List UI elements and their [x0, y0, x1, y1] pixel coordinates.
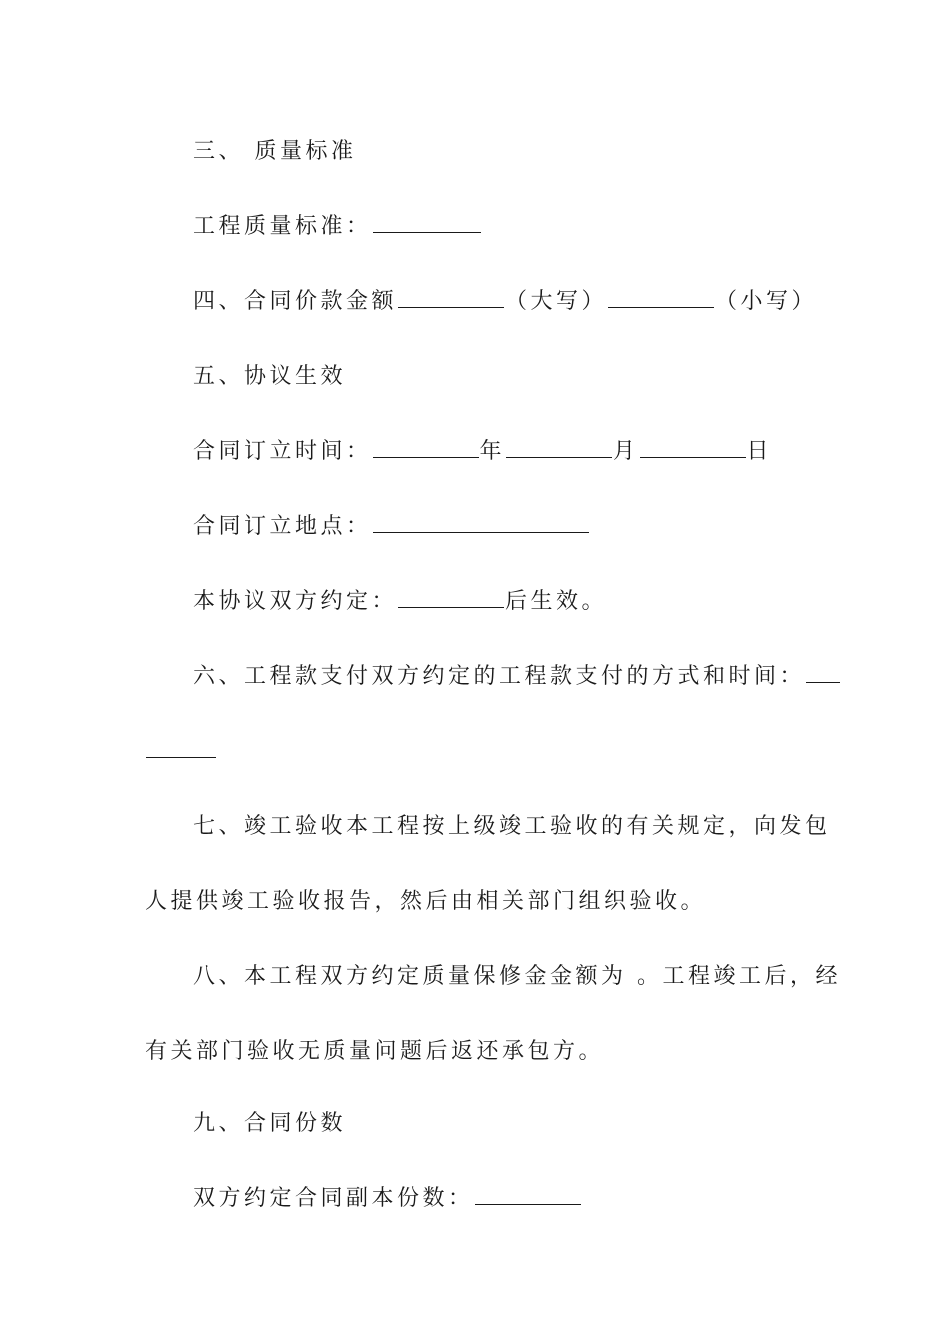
effective-condition-row — [193, 587, 607, 617]
section-3-title-text: 三、 质量标准 — [193, 139, 357, 164]
price-uppercase-blank[interactable] — [398, 287, 504, 308]
copies-row — [193, 1184, 582, 1214]
signing-date-label: 合同订立时间： — [193, 439, 372, 464]
signing-place-blank[interactable] — [373, 512, 589, 533]
price-lowercase-label: （小写） — [715, 289, 818, 314]
section-5-title-text: 五、协议生效 — [193, 364, 347, 389]
section-9-title-text: 九、合同份数 — [193, 1111, 347, 1136]
month-label: 月 — [613, 439, 639, 464]
copies-label: 双方约定合同副本份数： — [193, 1186, 474, 1211]
effective-condition-blank[interactable] — [398, 587, 504, 608]
acceptance-text-1: 七、竣工验收本工程按上级竣工验收的有关规定，向发包 — [193, 814, 831, 839]
payment-terms-blank-part2[interactable] — [146, 737, 216, 758]
signing-month-blank[interactable] — [506, 437, 612, 458]
year-label: 年 — [479, 439, 506, 464]
signing-place-label: 合同订立地点： — [193, 514, 372, 539]
day-label: 日 — [746, 439, 773, 464]
quality-standard-row — [193, 212, 482, 242]
price-uppercase-label: （大写） — [505, 289, 608, 314]
warranty-line-1 — [193, 962, 841, 992]
signing-date-row — [193, 437, 772, 467]
acceptance-line-2 — [145, 887, 706, 917]
effective-condition-suffix: 后生效。 — [505, 589, 608, 614]
payment-terms-blank-part1[interactable] — [806, 662, 840, 683]
section-5-title — [193, 362, 346, 392]
payment-terms-row — [193, 662, 841, 692]
signing-day-blank[interactable] — [640, 437, 746, 458]
price-lowercase-blank[interactable] — [608, 287, 714, 308]
warranty-text-2: 有关部门验收无质量问题后返还承包方。 — [145, 1039, 605, 1064]
quality-standard-blank[interactable] — [373, 212, 481, 233]
contract-price-row — [193, 287, 817, 317]
payment-terms-text: 六、工程款支付双方约定的工程款支付的方式和时间： — [193, 664, 806, 689]
acceptance-text-2: 人提供竣工验收报告，然后由相关部门组织验收。 — [145, 889, 707, 914]
warranty-text-1: 八、本工程双方约定质量保修金金额为 。工程竣工后，经 — [193, 964, 841, 989]
signing-year-blank[interactable] — [373, 437, 479, 458]
warranty-line-2 — [145, 1037, 604, 1067]
signing-place-row — [193, 512, 590, 542]
contract-price-label: 四、合同价款金额 — [193, 289, 398, 314]
effective-condition-label: 本协议双方约定： — [193, 589, 398, 614]
section-3-title — [193, 137, 357, 167]
payment-terms-continuation — [145, 737, 217, 767]
quality-standard-label: 工程质量标准： — [193, 214, 372, 239]
acceptance-line-1 — [193, 812, 831, 842]
copies-blank[interactable] — [475, 1184, 581, 1205]
section-9-title — [193, 1109, 346, 1139]
